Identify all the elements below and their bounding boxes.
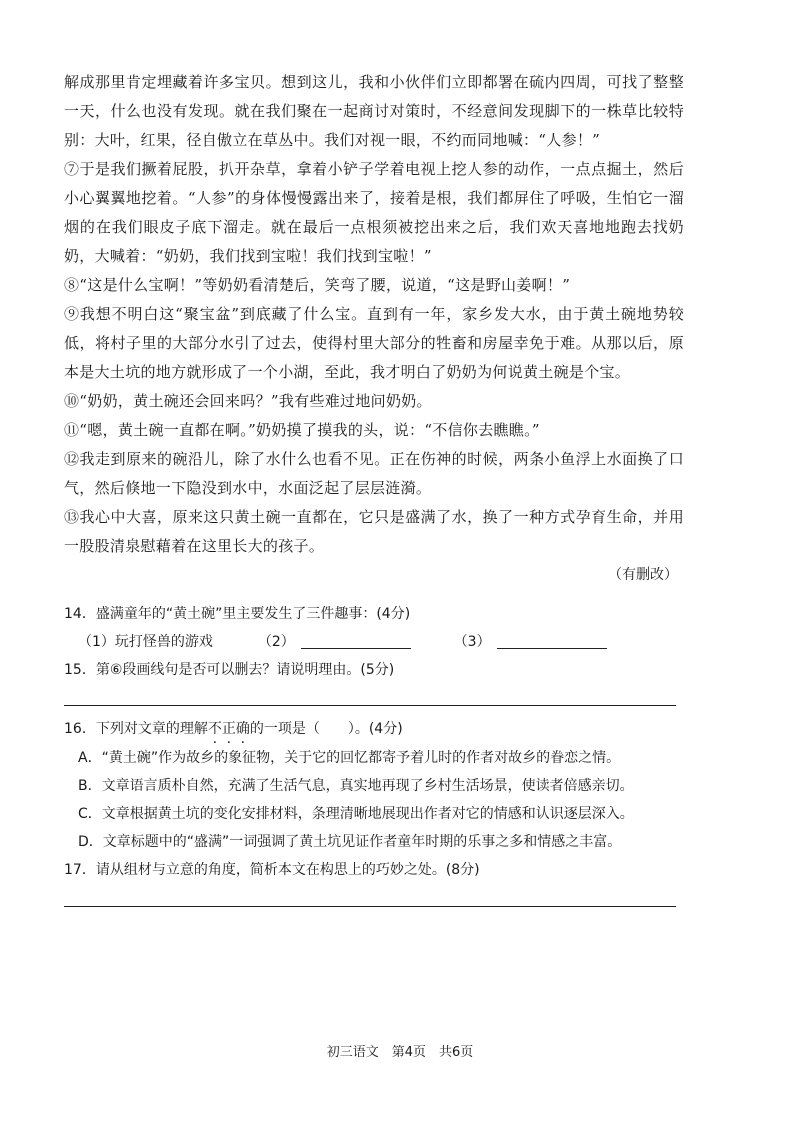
page-footer: 初三语文 第4页 共6页 xyxy=(326,1045,474,1060)
q17-answer-line[interactable] xyxy=(64,906,676,907)
article-paragraph-9: ⑨我想不明白这“聚宝盆”到底藏了什么宝。直到有一年，家乡发大水，由于黄土碗地势较低，将村子里的大部分水引了过去，使得村里大部分的牲畜和房屋幸免于难。从那以后，原本是大土坑的地方就形成了一个小湖，至此，我才明白了奶奶为何说黄土碗是个宝。 xyxy=(64,305,684,381)
question-14: 14．盛满童年的“黄土碗”里主要发生了三件趣事：(4分) xyxy=(64,606,411,622)
q16-stem-pre: 16．下列对文章的理解 xyxy=(64,721,208,737)
q16-option-c[interactable]: C．文章根据黄土坑的变化安排材料，条理清晰地展现出作者对它的情感和认识逐层深入。 xyxy=(78,806,634,822)
q16-emphasis-char-2: 正 xyxy=(221,721,236,737)
article-paragraph-continued: 解成那里肯定埋藏着许多宝贝。想到这儿，我和小伙伴们立即都署在硫内四周，可找了整整一天，什么也没有发现。就在我们聚在一起商讨对策时，不经意间发现脚下的一株草比较特别：大叶，红果，径自傲立在草丛中。我们对视一眼，不约而同地喊：“人参！” xyxy=(64,73,684,149)
question-14-answers xyxy=(78,631,678,653)
question-16 xyxy=(64,718,684,740)
q15-answer-line[interactable] xyxy=(64,705,676,706)
source-note: （有删改） xyxy=(608,567,678,583)
q16-emphasis-char-3: 确 xyxy=(235,721,250,737)
question-15: 15．第⑥段画线句是否可以删去？请说明理由。(5分) xyxy=(64,662,395,678)
q14-blank-2[interactable] xyxy=(301,634,411,649)
q14-item-3-label: （3） xyxy=(453,634,491,650)
article-paragraph-12: ⑫我走到原来的碗沿儿，除了水什么也看不见。正在伤神的时候，两条小鱼浮上水面换了口气，然后倏地一下隐没到水中，水面泛起了层层涟漪。 xyxy=(64,450,684,497)
q14-blank-3[interactable] xyxy=(497,634,607,649)
article-paragraph-13: ⑬我心中大喜，原来这只黄土碗一直都在，它只是盛满了水，换了一种方式孕育生命，并用一股股清泉慰藉着在这里长大的孩子。 xyxy=(64,508,684,555)
article-paragraph-7: ⑦于是我们撅着屁股，扒开杂草，拿着小铲子学着电视上挖人参的动作，一点点掘土，然后小心翼翼地挖着。“人参”的身体慢慢露出来了，接着是根，我们都屏住了呼吸，生怕它一溜烟的在我们眼皮子底下溜走。就在最后一点根须被挖出来之后，我们欢天喜地地跑去找奶奶，大喊着：“奶奶，我们找到宝啦！我们找到宝啦！” xyxy=(64,160,684,265)
article-paragraph-8: ⑧“这是什么宝啊！”等奶奶看清楚后，笑弯了腰，说道，“这是野山姜啊！” xyxy=(64,276,571,294)
q14-item-1: （1）玩打怪兽的游戏 xyxy=(78,634,213,650)
question-17: 17．请从组材与立意的角度，简析本文在构思上的巧妙之处。(8分) xyxy=(64,862,480,878)
q14-item-2-label: （2） xyxy=(257,634,295,650)
article-paragraph-11: ⑪“嗯，黄土碗一直都在啊。”奶奶摸了摸我的头，说：“不信你去瞧瞧。” xyxy=(64,421,540,439)
q16-emphasis-char-1: 不 xyxy=(207,721,222,737)
q16-option-a[interactable]: A．“黄土碗”作为故乡的象征物，关于它的回忆都寄予着儿时的作者对故乡的眷恋之情。 xyxy=(78,750,621,766)
q16-option-d[interactable]: D．文章标题中的“盛满”一词强调了黄土坑见证作者童年时期的乐事之多和情感之丰富。 xyxy=(78,834,622,850)
article-paragraph-10: ⑩“奶奶，黄土碗还会回来吗？”我有些难过地问奶奶。 xyxy=(64,392,432,410)
q16-stem-post: 的一项是（ ）。(4分) xyxy=(249,721,403,737)
q16-option-b[interactable]: B．文章语言质朴自然，充满了生活气息，真实地再现了乡村生活场景，使读者倍感亲切。 xyxy=(78,778,634,794)
